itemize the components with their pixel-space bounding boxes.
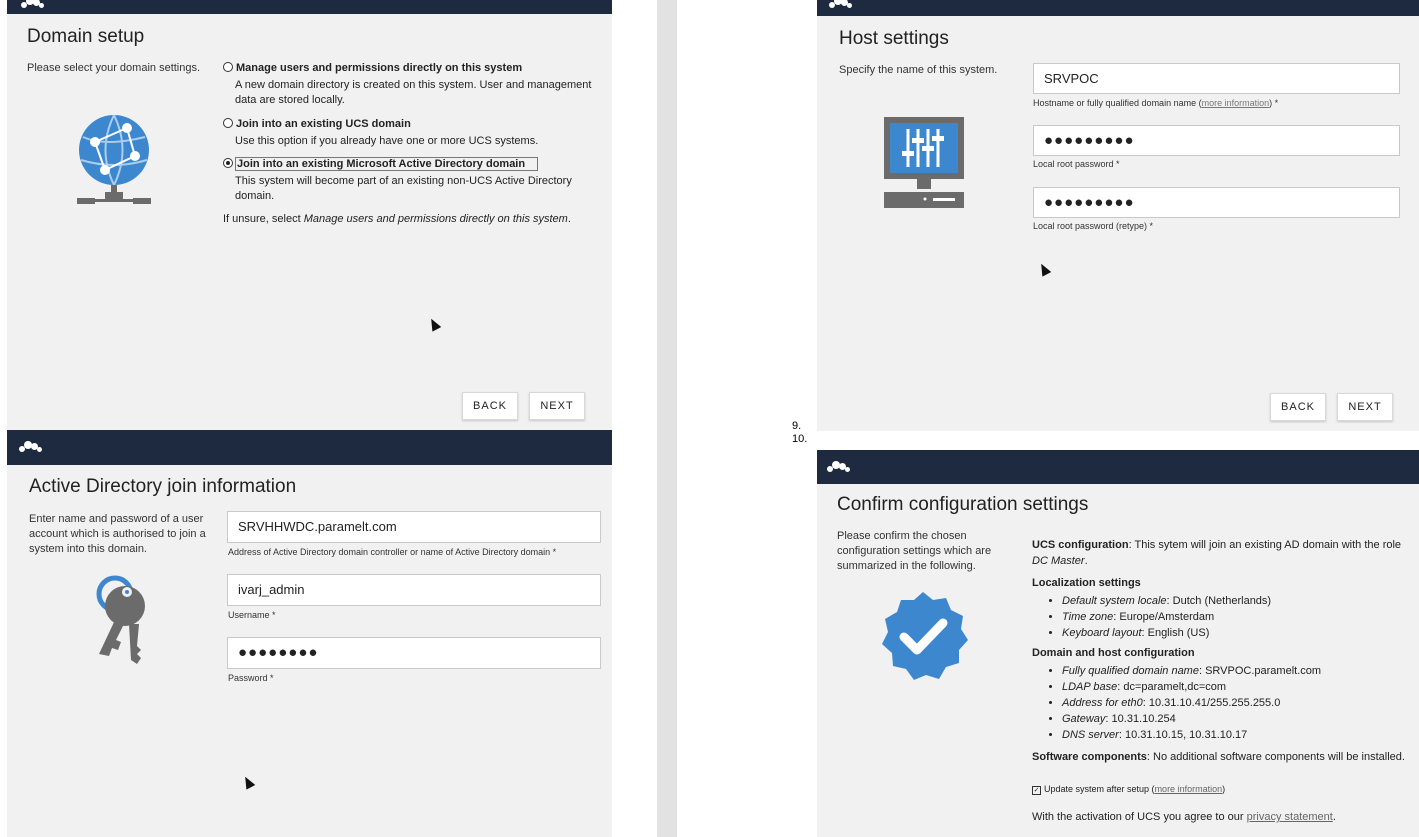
header-bar: [7, 430, 612, 465]
option-join-ucs[interactable]: [223, 117, 593, 149]
page-title: Host settings: [839, 28, 949, 49]
hostname-input[interactable]: SRVPOC: [1033, 63, 1400, 94]
section-label: UCS configuration: [1032, 539, 1129, 551]
item-key: Fully qualified domain name: [1062, 665, 1199, 677]
confirm-summary: [1032, 537, 1407, 825]
privacy-notice: [1032, 809, 1407, 825]
option-text: Use this option if you already have one or more UCS systems.: [235, 135, 539, 147]
domain-list: [1032, 663, 1407, 743]
host-settings-panel: [817, 0, 1419, 431]
option-text: A new domain directory is created on this system. User and management data are stored locally.: [235, 79, 592, 106]
page-description: Please select your domain settings.: [27, 62, 201, 74]
item-value: : 10.31.10.41/255.255.255.0: [1142, 697, 1281, 709]
password-input[interactable]: ●●●●●●●●: [227, 637, 601, 669]
ucs-logo-icon: [827, 0, 855, 12]
note-emphasis: Manage users and permissions directly on this system: [303, 213, 568, 225]
privacy-end: .: [1332, 811, 1336, 823]
software-components: [1032, 749, 1407, 765]
config-end: .: [1084, 555, 1088, 567]
domain-setup-panel: [7, 0, 612, 430]
item-key: Keyboard layout: [1062, 627, 1142, 639]
note-suffix: .: [567, 213, 571, 225]
keys-icon: [85, 572, 151, 668]
option-manage-locally[interactable]: [223, 61, 593, 108]
checkbox-checked-icon[interactable]: ✓: [1033, 787, 1040, 794]
privacy-statement-link[interactable]: privacy statement: [1246, 811, 1333, 823]
ad-join-panel: [7, 430, 612, 837]
ucs-configuration: [1032, 537, 1407, 569]
option-text: This system will become part of an existing non-UCS Active Directory domain.: [235, 175, 572, 202]
verified-badge-icon: [877, 590, 969, 682]
page-title: Confirm configuration settings: [837, 494, 1089, 515]
item-value: : SRVPOC.paramelt.com: [1198, 665, 1322, 677]
unsure-note: [223, 212, 593, 227]
section-label: Software components: [1032, 751, 1147, 763]
header-bar: [817, 450, 1419, 484]
localization-heading: Localization settings: [1032, 577, 1141, 589]
config-role: DC Master: [1032, 555, 1085, 567]
next-button[interactable]: NEXT: [529, 392, 585, 420]
item-value: : Europe/Amsterdam: [1113, 611, 1215, 623]
list-item: [1062, 609, 1407, 625]
item-value: : dc=paramelt,dc=com: [1117, 681, 1227, 693]
page-description: Please confirm the chosen configuration settings which are summarized in the following.: [837, 530, 992, 572]
page-title: Active Directory join information: [29, 476, 297, 497]
more-information-link[interactable]: more information: [1201, 98, 1270, 108]
ucs-logo-icon: [825, 458, 853, 476]
ad-address-input[interactable]: SRVHHWDC.paramelt.com: [227, 511, 601, 543]
list-item: [1062, 663, 1407, 679]
root-password-retype-hint: Local root password (retype) *: [1033, 221, 1154, 231]
radio-selected-icon[interactable]: [223, 158, 233, 168]
step-number: 9.: [792, 420, 802, 432]
update-label: Update system after setup (: [1044, 784, 1155, 794]
item-key: Address for eth0: [1062, 697, 1143, 709]
domain-heading: Domain and host configuration: [1032, 647, 1195, 659]
item-value: : English (US): [1141, 627, 1210, 639]
header-bar: [7, 0, 612, 14]
username-input[interactable]: ivarj_admin: [227, 574, 601, 606]
localization-list: [1032, 593, 1407, 641]
item-value: : Dutch (Netherlands): [1166, 595, 1272, 607]
mouse-cursor-icon: [1037, 261, 1051, 276]
username-hint: Username *: [228, 610, 276, 620]
item-key: Gateway: [1062, 713, 1106, 725]
system-settings-icon: [883, 116, 965, 210]
mouse-cursor-icon: [427, 316, 441, 331]
ad-address-hint: Address of Active Directory domain controller or name of Active Directory domain *: [228, 547, 557, 557]
option-label: Join into an existing Microsoft Active Directory domain: [236, 158, 537, 170]
next-button[interactable]: NEXT: [1337, 393, 1393, 421]
list-item: [1062, 711, 1407, 727]
root-password-hint: Local root password *: [1033, 159, 1120, 169]
privacy-text: With the activation of UCS you agree to our: [1032, 811, 1247, 823]
radio-icon[interactable]: [223, 118, 233, 128]
note-prefix: If unsure, select: [223, 213, 304, 225]
page-description: Enter name and password of a user account which is authorised to join a system into this domain.: [29, 513, 206, 555]
hint-text: ) *: [1269, 98, 1279, 108]
item-value: : 10.31.10.15, 10.31.10.17: [1118, 729, 1248, 741]
radio-icon[interactable]: [223, 62, 233, 72]
item-key: Default system locale: [1062, 595, 1167, 607]
ucs-logo-icon: [19, 0, 47, 12]
confirm-panel: [817, 450, 1419, 837]
config-text: : This sytem will join an existing AD domain with the role: [1128, 539, 1402, 551]
option-join-ad[interactable]: [223, 157, 593, 204]
list-item: [1062, 727, 1407, 743]
mouse-cursor-icon: [241, 774, 255, 789]
software-text: : No additional software components will be installed.: [1146, 751, 1405, 763]
update-end: ): [1222, 784, 1226, 794]
list-item: [1062, 695, 1407, 711]
step-number: 10.: [792, 433, 808, 445]
page-description: Specify the name of this system.: [839, 64, 998, 76]
ucs-logo-icon: [17, 438, 45, 456]
header-bar: [817, 0, 1419, 16]
hostname-hint: [1033, 98, 1278, 108]
item-key: LDAP base: [1062, 681, 1118, 693]
list-item: [1062, 679, 1407, 695]
item-key: DNS server: [1062, 729, 1119, 741]
globe-network-icon: [75, 112, 155, 208]
root-password-retype-input[interactable]: ●●●●●●●●●: [1033, 187, 1400, 218]
list-item: [1062, 593, 1407, 609]
item-key: Time zone: [1062, 611, 1114, 623]
divider: [657, 0, 677, 837]
root-password-input[interactable]: ●●●●●●●●●: [1033, 125, 1400, 156]
list-item: [1062, 625, 1407, 641]
back-button[interactable]: BACK: [462, 392, 518, 420]
option-label: Manage users and permissions directly on this system: [236, 62, 523, 74]
hint-text: Hostname or fully qualified domain name (: [1033, 98, 1202, 108]
update-option[interactable]: [1032, 781, 1407, 797]
option-label: Join into an existing UCS domain: [236, 118, 411, 130]
back-button[interactable]: BACK: [1270, 393, 1326, 421]
password-hint: Password *: [228, 673, 274, 683]
page-title: Domain setup: [27, 26, 145, 47]
item-value: : 10.31.10.254: [1105, 713, 1176, 725]
more-information-link[interactable]: more information: [1154, 784, 1223, 794]
